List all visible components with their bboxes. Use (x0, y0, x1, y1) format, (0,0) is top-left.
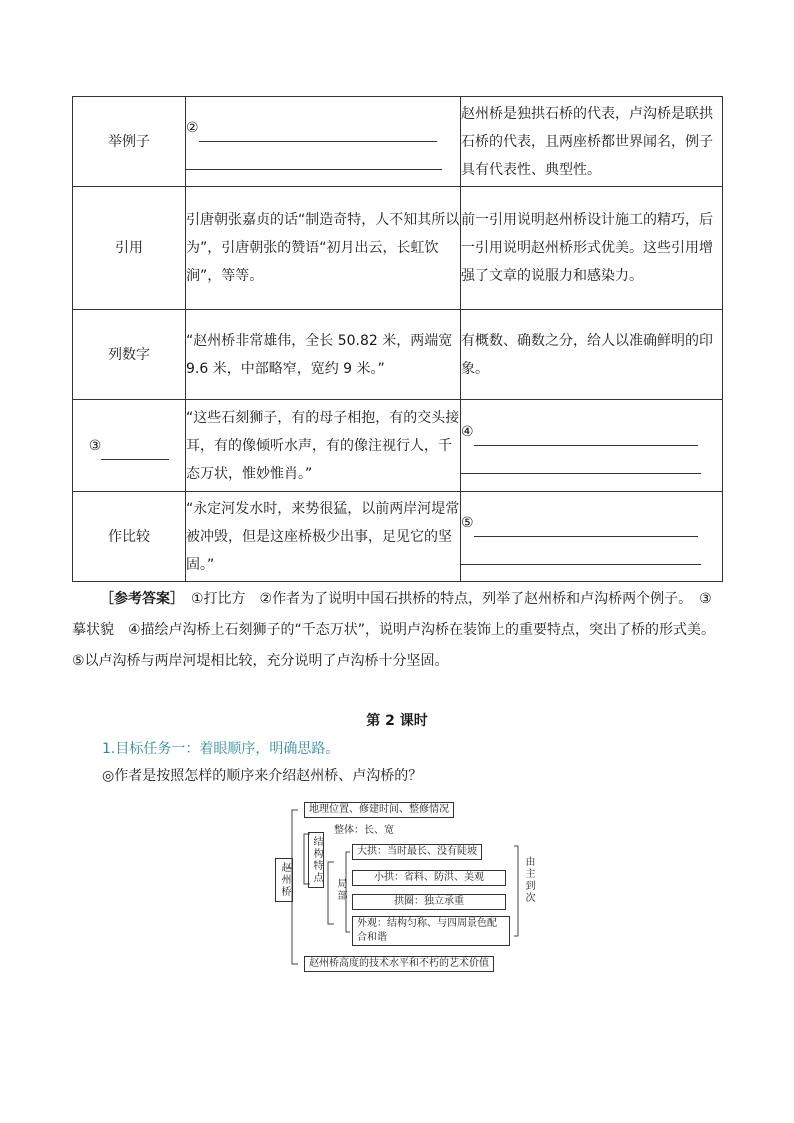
answer-blank[interactable] (474, 516, 698, 537)
diagram-part-label: 局部 (335, 878, 346, 902)
diagram-bottom-box: 赵州桥高度的技术水平和不朽的艺术价值 (304, 956, 494, 972)
question-text: ◎作者是按照怎样的顺序来介绍赵州桥、卢沟桥的？ (102, 768, 423, 784)
blank-marker: ③ (88, 437, 102, 454)
method-label: 引用 (73, 187, 186, 310)
diagram-small-arch: 小拱：省料、防洪、美观 (352, 870, 506, 886)
diagram-arch-circle: 拱圈：独立承重 (352, 894, 506, 910)
table-row (73, 187, 723, 310)
answer-blank[interactable] (186, 149, 442, 170)
reference-tag: ［参考答案］ (100, 591, 177, 607)
structure-diagram (270, 796, 560, 980)
blank-marker: ② (186, 119, 199, 136)
blank-marker: ⑤ (461, 514, 474, 531)
table-row (73, 400, 723, 492)
diagram-whole: 整体：长、宽 (334, 825, 394, 836)
reference-text: ①打比方 ②作者为了说明中国石拱桥的特点，列举了赵州桥和卢沟桥两个例子。 ③摹状貌 ④描绘卢沟桥上石刻狮子的“千态万状”，说明卢沟桥在装饰上的重要特点，突出了桥的形式美。 ⑤以卢沟桥与两岸河堤相比较，充分说明了卢沟桥十分坚固。 (72, 591, 723, 669)
example-cell: “永定河发水时，来势很猛，以前两岸河堤常被冲毁，但是这座桥极少出事，足见它的坚固。” (186, 492, 461, 582)
diagram-structure-label: 结构特点 (308, 832, 324, 888)
diagram-root: 赵州桥 (275, 858, 293, 902)
effect-cell: 赵州桥是独拱石桥的代表，卢沟桥是联拱石桥的代表，且两座桥都世界闻名，例子具有代表性、典型性。 (461, 97, 723, 187)
lesson-title: 第 2 课时 (366, 713, 428, 729)
example-cell: 引唐朝张嘉贞的话“制造奇特，人不知其所以为”，引唐朝张的赞语“初月出云，长虹饮涧”，等等。 (186, 187, 461, 310)
rhetoric-table (72, 96, 723, 582)
table-row (73, 492, 723, 582)
example-cell (186, 97, 461, 187)
table-row (73, 97, 723, 187)
table-row (73, 310, 723, 400)
example-cell: “这些石刻狮子，有的母子相抱，有的交头接耳，有的像倾听水声，有的像注视行人，千态万状，惟妙惟肖。” (186, 400, 461, 492)
effect-cell: 前一引用说明赵州桥设计施工的精巧，后一引用说明赵州桥形式优美。这些引用增强了文章的说服力和感染力。 (461, 187, 723, 310)
answer-blank[interactable] (461, 453, 701, 474)
reference-answer (72, 584, 722, 677)
diagram-appearance: 外观：结构匀称、与四周景色配合和谐 (352, 916, 510, 946)
blank-marker: ④ (461, 423, 474, 440)
method-label (73, 400, 186, 492)
effect-cell (461, 492, 723, 582)
method-label: 举例子 (73, 97, 186, 187)
diagram-lines (270, 796, 560, 980)
answer-blank[interactable] (474, 425, 698, 446)
diagram-order-label: 由主到次 (523, 856, 534, 904)
example-cell: “赵州桥非常雄伟，全长 50.82 米，两端宽 9.6 米，中部略窄，宽约 9 米。” (186, 310, 461, 400)
answer-blank[interactable] (101, 439, 169, 460)
answer-blank[interactable] (199, 121, 437, 142)
method-label: 作比较 (73, 492, 186, 582)
task-title: 1.目标任务一：着眼顺序，明确思路。 (102, 741, 340, 757)
effect-cell: 有概数、确数之分，给人以准确鲜明的印象。 (461, 310, 723, 400)
diagram-big-arch: 大拱：当时最长、没有陡坡 (352, 844, 482, 860)
diagram-top-box: 地理位置、修建时间、整修情况 (304, 802, 454, 818)
effect-cell (461, 400, 723, 492)
answer-blank[interactable] (461, 544, 701, 565)
method-label: 列数字 (73, 310, 186, 400)
